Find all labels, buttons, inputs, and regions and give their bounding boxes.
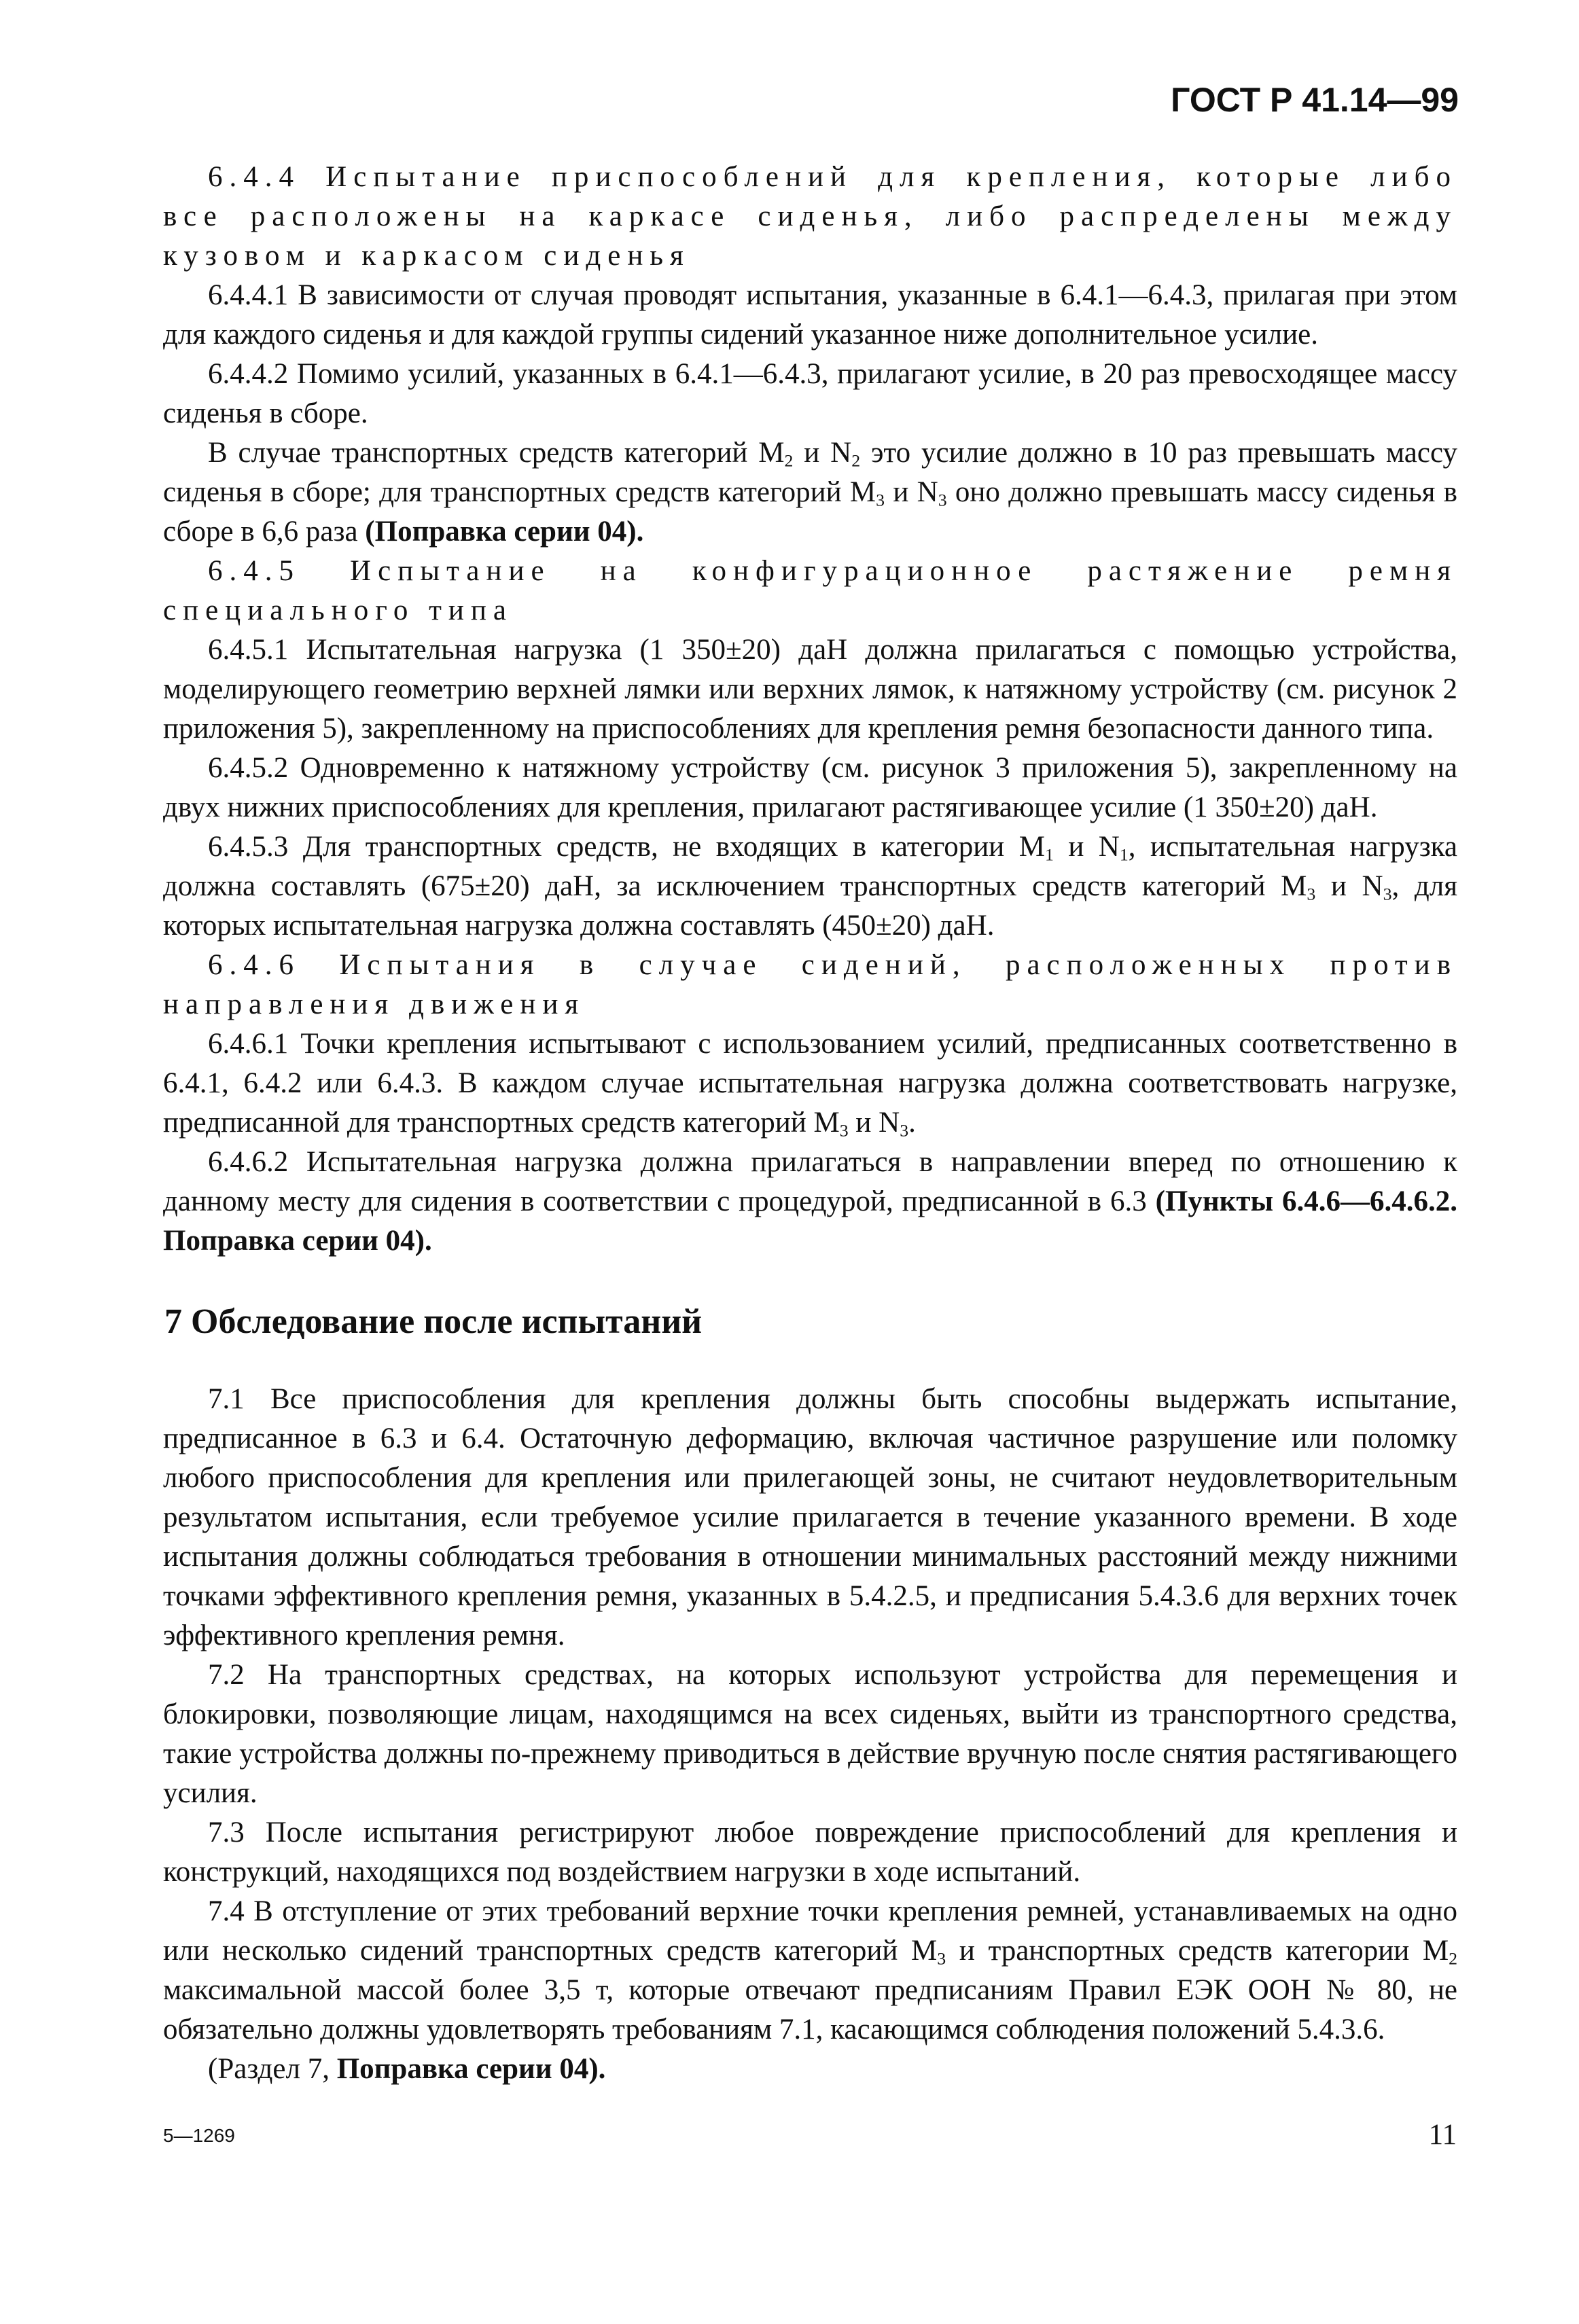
paragraph-6-4-5-2: 6.4.5.2 Одновременно к натяжному устройству (см. рисунок 3 приложения 5), закрепленному на двух нижних приспособлениях для крепления, прилагают растягивающее усилие (1 350±20) даН. [163,752,1457,823]
amendment-note: (Пункты 6.4.6—6.4.6.2. Поправка серии 04). [163,1185,1457,1257]
paragraph-6-4-5-1: 6.4.5.1 Испытательная нагрузка (1 350±20) даН должна прилагаться с помощью устройства, моделирующего геометрию верхней лямки или верхних лямок, к натяжному устройству (см. рисунок 2 приложения 5), закрепленному на приспособлениях для крепления ремня безопасности данного типа. [163,634,1457,745]
page-content [163,158,1457,2089]
document-id: ГОСТ Р 41.14—99 [1171,81,1459,119]
section-7-amendment-note: (Раздел 7, Поправка серии 04). [208,2053,606,2085]
paragraph-6-4-6-1: 6.4.6.1 Точки крепления испытывают с использованием усилий, предписанных соответственно в 6.4.1, 6.4.2 или 6.4.3. В каждом случае испытательная нагрузка должна соответствовать нагрузке, предписанной для транспортных средств категорий $M_3$ и $N_3$. [163,1028,1457,1141]
print-code: 5—1269 [163,2125,235,2146]
amendment-note: (Поправка серии 04). [365,516,644,548]
subsection-6-4-4-title: 6.4.4 Испытание приспособлений для крепления, которые либо все расположены на каркасе сиденья, либо распределены между кузовом и каркасом сиденья [163,161,1457,272]
page-number: 11 [1428,2119,1457,2151]
section-7-title: 7 Обследование после испытаний [164,1302,703,1341]
paragraph-category-force: В случае транспортных средств категорий $M_2$ и $N_2$ это усилие должно в 10 раз превышать массу сиденья в сборе; для транспортных средств категорий $M_3$ и $N_3$ оно должно превышать массу сиденья в сборе в 6,6 раза (Поправка серии 04). [163,437,1457,548]
paragraph-7-3: 7.3 После испытания регистрируют любое повреждение приспособлений для крепления и конструкций, находящихся под воздействием нагрузки в ходе испытаний. [163,1817,1457,1888]
paragraph-7-4: 7.4 В отступление от этих требований верхние точки крепления ремней, устанавливаемых на одно или несколько сидений транспортных средств категорий $M_3$ и транспортных средств категории $M_2$ максимальной массой более 3,5 т, которые отвечают предписаниям Правил ЕЭК ООН № 80, не обязательно должны удовлетворять требованиям 7.1, касающимся соблюдения положений 5.4.3.6. [163,1895,1457,2045]
subsection-6-4-6-title: 6.4.6 Испытания в случае сидений, расположенных против направления движения [163,949,1457,1020]
subsection-6-4-5-title: 6.4.5 Испытание на конфигурационное растяжение ремня специального типа [163,555,1457,626]
paragraph-7-2: 7.2 На транспортных средствах, на которых используют устройства для перемещения и блокировки, позволяющие лицам, находящимся на всех сиденьях, выйти из транспортного средства, такие устройства должны по-прежнему приводиться в действие вручную после снятия растягивающего усилия. [163,1659,1457,1809]
paragraph-6-4-4-1: 6.4.4.1 В зависимости от случая проводят испытания, указанные в 6.4.1—6.4.3, прилагая при этом для каждого сиденья и для каждой группы сидений указанное ниже дополнительное усилие. [163,279,1457,351]
paragraph-6-4-4-2: 6.4.4.2 Помимо усилий, указанных в 6.4.1—6.4.3, прилагают усилие, в 20 раз превосходящее массу сиденья в сборе. [163,358,1457,429]
paragraph-6-4-5-3: 6.4.5.3 Для транспортных средств, не входящих в категории $M_1$ и $N_1$, испытательная нагрузка должна составлять (675±20) даН, за исключением транспортных средств категорий $M_3$ и $N_3$, для которых испытательная нагрузка должна составлять (450±20) даН. [163,831,1457,942]
paragraph-6-4-6-2: 6.4.6.2 Испытательная нагрузка должна прилагаться в направлении вперед по отношению к данному месту для сидения в соответствии с процедурой, предписанной в 6.3 (Пункты 6.4.6—6.4.6.2. Поправка серии 04). [163,1146,1457,1257]
paragraph-7-1: 7.1 Все приспособления для крепления должны быть способны выдержать испытание, предписанное в 6.3 и 6.4. Остаточную деформацию, включая частичное разрушение или поломку любого приспособления для крепления или прилегающей зоны, не считают неудовлетворительным результатом испытания, если требуемое усилие прилагается в течение указанного времени. В ходе испытания должны соблюдаться требования в отношении минимальных расстояний между нижними точками эффективного крепления ремня, указанных в 5.4.2.5, и предписания 5.4.3.6 для верхних точек эффективного крепления ремня. [163,1383,1457,1651]
